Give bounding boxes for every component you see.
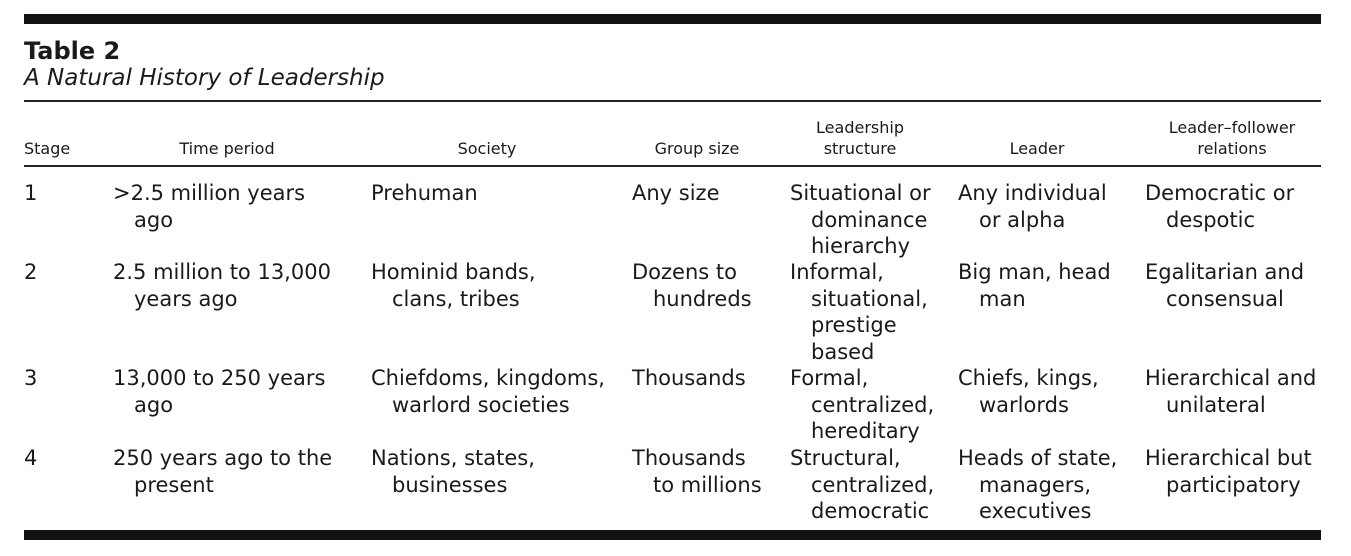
- table-label: Table 2: [24, 37, 121, 65]
- cell-text: Any size: [632, 181, 720, 205]
- cell-leadership-structure: [790, 365, 934, 445]
- cell-leadership-structure: [790, 445, 934, 525]
- header-group-size: Group size: [654, 139, 740, 158]
- cell-text: warlord societies: [392, 392, 570, 417]
- header-top-rule: [24, 100, 1321, 102]
- cell-leadership-structure: [790, 259, 928, 365]
- cell-time-period: [113, 180, 305, 233]
- cell-leader: [958, 180, 1107, 233]
- cell-text: executives: [979, 499, 1092, 523]
- cell-text: Prehuman: [371, 181, 478, 205]
- cell-stage: [24, 445, 37, 472]
- cell-text: clans, tribes: [392, 286, 520, 311]
- cell-text: 250 years ago to the: [113, 446, 333, 470]
- cell-relations: [1145, 180, 1294, 233]
- cell-text: unilateral: [1166, 392, 1266, 417]
- cell-text: centralized,: [811, 392, 935, 417]
- cell-time-period: [113, 365, 325, 418]
- cell-text: Big man, head: [958, 260, 1111, 284]
- cell-text: or alpha: [979, 207, 1066, 232]
- cell-text: prestige: [811, 313, 897, 337]
- cell-text: Thousands: [632, 366, 746, 390]
- cell-stage: [24, 365, 37, 392]
- cell-text: hierarchy: [811, 234, 911, 258]
- cell-group-size: [632, 445, 762, 498]
- cell-time-period: [113, 445, 332, 498]
- cell-text: consensual: [1166, 286, 1284, 311]
- cell-time-period: [113, 259, 331, 312]
- cell-text: businesses: [392, 472, 508, 497]
- cell-group-size: [632, 259, 752, 312]
- cell-text: Chiefs, kings,: [958, 366, 1099, 390]
- cell-society: [371, 180, 478, 207]
- cell-text: Chiefdoms, kingdoms,: [371, 366, 605, 390]
- table-title: A Natural History of Leadership: [24, 65, 385, 91]
- cell-text: ago: [134, 392, 174, 417]
- cell-text: 1: [24, 181, 38, 205]
- cell-text: warlords: [979, 392, 1069, 417]
- cell-text: Hierarchical but: [1145, 446, 1312, 470]
- cell-text: based: [811, 339, 875, 364]
- cell-text: Situational or: [790, 181, 931, 205]
- cell-group-size: [632, 365, 746, 392]
- cell-leader: [958, 445, 1117, 525]
- cell-text: years ago: [134, 286, 238, 311]
- cell-stage: [24, 259, 37, 286]
- cell-text: managers,: [979, 472, 1092, 497]
- cell-text: hereditary: [811, 419, 920, 443]
- header-bottom-rule: [24, 165, 1321, 167]
- cell-group-size: [632, 180, 720, 207]
- cell-text: Formal,: [790, 366, 869, 390]
- cell-text: man: [979, 286, 1026, 311]
- header-stage: Stage: [24, 139, 71, 158]
- cell-society: [371, 365, 605, 418]
- cell-text: to millions: [653, 472, 762, 497]
- header-society: Society: [457, 139, 517, 158]
- cell-text: Informal,: [790, 260, 884, 284]
- cell-text: Heads of state,: [958, 446, 1118, 470]
- cell-relations: [1145, 365, 1316, 418]
- cell-text: Egalitarian and: [1145, 260, 1305, 284]
- header-leader: Leader: [1009, 139, 1065, 158]
- cell-text: 2.5 million to 13,000: [113, 260, 331, 284]
- table-top-rule: [24, 14, 1321, 24]
- header-leadership-structure: Leadership structure: [816, 118, 904, 158]
- cell-text: dominance: [811, 207, 928, 232]
- cell-text: democratic: [811, 499, 930, 523]
- cell-relations: [1145, 445, 1312, 498]
- cell-text: participatory: [1166, 472, 1301, 497]
- cell-text: Nations, states,: [371, 446, 535, 470]
- cell-text: present: [134, 472, 214, 497]
- cell-text: hundreds: [653, 286, 752, 311]
- cell-text: Thousands: [632, 446, 746, 470]
- header-leader-follower-relations: Leader–follower relations: [1168, 118, 1296, 158]
- cell-leader: [958, 259, 1111, 312]
- cell-text: situational,: [811, 286, 928, 311]
- cell-leadership-structure: [790, 180, 931, 260]
- table-bottom-rule: [24, 530, 1321, 540]
- cell-text: Any individual: [958, 181, 1107, 205]
- cell-text: Hominid bands,: [371, 260, 536, 284]
- cell-text: Hierarchical and: [1145, 366, 1317, 390]
- cell-society: [371, 259, 536, 312]
- cell-text: centralized,: [811, 472, 935, 497]
- cell-text: Structural,: [790, 446, 901, 470]
- cell-stage: [24, 180, 37, 207]
- cell-text: 13,000 to 250 years: [113, 366, 326, 390]
- header-time-period: Time period: [179, 139, 275, 158]
- cell-leader: [958, 365, 1099, 418]
- cell-text: >2.5 million years: [113, 181, 306, 205]
- cell-text: 2: [24, 260, 38, 284]
- cell-relations: [1145, 259, 1304, 312]
- cell-text: Democratic or: [1145, 181, 1295, 205]
- cell-text: 4: [24, 446, 38, 470]
- cell-text: ago: [134, 207, 174, 232]
- cell-text: Dozens to: [632, 260, 737, 284]
- cell-text: despotic: [1166, 207, 1255, 232]
- cell-text: 3: [24, 366, 38, 390]
- cell-society: [371, 445, 535, 498]
